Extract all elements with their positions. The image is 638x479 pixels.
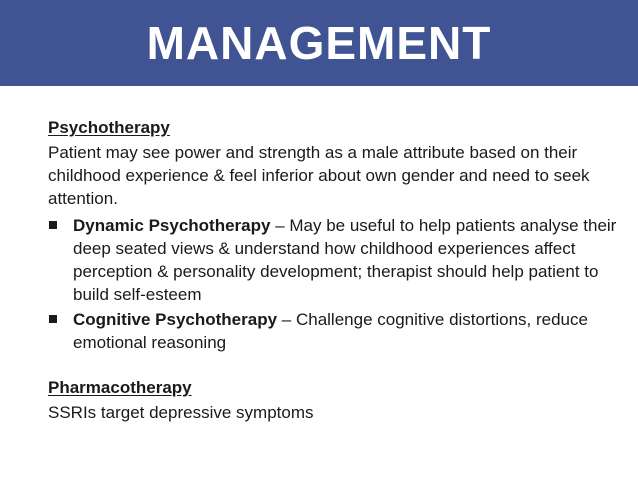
section-spacer [48,356,618,376]
bullet-term: Dynamic Psychotherapy [73,216,271,235]
slide-title: MANAGEMENT [146,17,492,69]
slide-content [48,116,618,424]
title-bar [0,0,638,86]
square-bullet-icon [49,221,57,229]
section-paragraph-psychotherapy: Patient may see power and strength as a male attribute based on their childhood experience & feel inferior about own gender and need to seek attention. [48,143,590,208]
bullet-list [48,214,618,354]
section-heading-psychotherapy: Psychotherapy [48,118,170,137]
bullet-text: – Challenge cognitive distortions, reduce emotional reasoning [73,310,588,352]
square-bullet-icon [49,315,57,323]
bullet-term: Cognitive Psychotherapy [73,310,278,329]
list-item [48,214,618,306]
section-heading-pharmacotherapy: Pharmacotherapy [48,378,192,397]
section-paragraph-pharmacotherapy: SSRIs target depressive symptoms [48,403,314,422]
list-item [48,308,618,354]
bullet-text: – May be useful to help patients analyse their deep seated views & understand how childhood experiences affect perception & personality development; therapist should help patient to build self-esteem [73,216,617,304]
